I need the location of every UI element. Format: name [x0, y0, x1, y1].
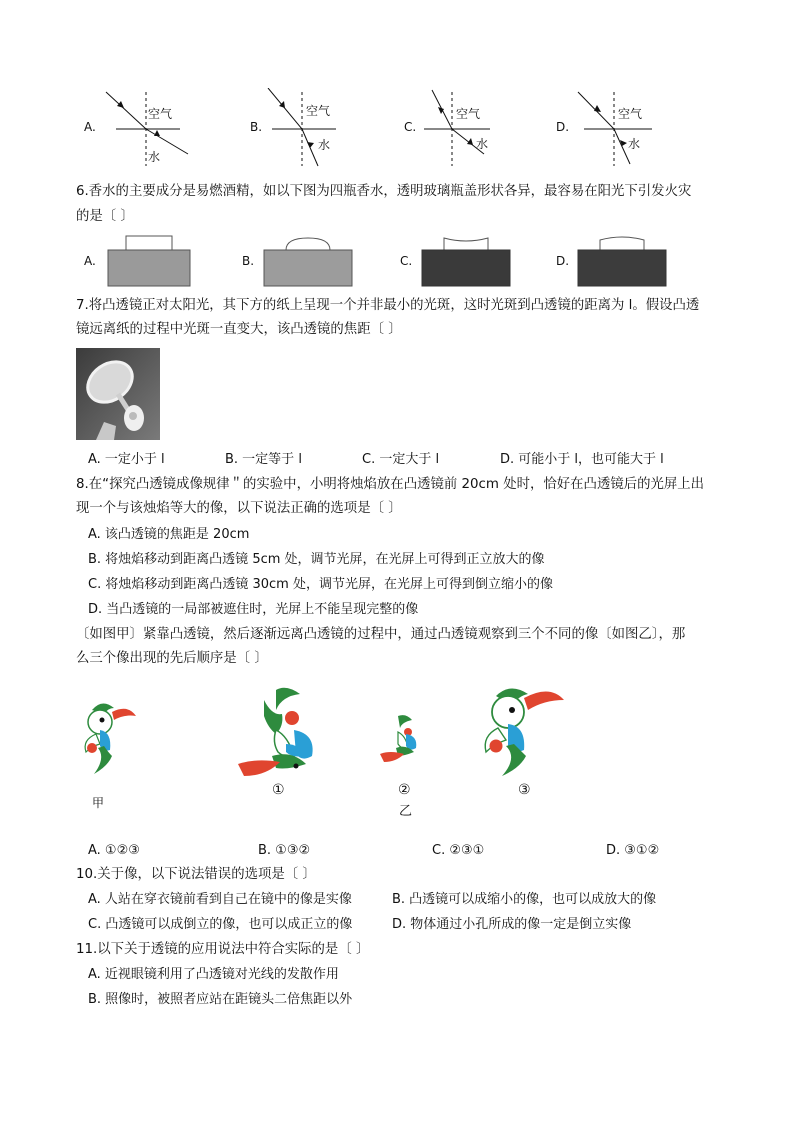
q6-option-label: C. [400, 254, 413, 268]
q9-option-d: D. ③①② [606, 843, 660, 858]
q8-option-b: B. 将烛焰移动到距离凸透镜 5cm 处，调节光屏，在光屏上可得到正立放大的像 [88, 552, 545, 567]
q6-option-label: B. [242, 254, 255, 268]
q6-option-c [400, 232, 530, 288]
q5-option-label: C. [404, 120, 417, 134]
q5-water-label: 水 [148, 150, 161, 164]
q5-option-label: A. [84, 120, 96, 134]
q7-option-b: B. 一定等于 l [225, 452, 302, 467]
q10-stem: 10.关于像，以下说法错误的选项是〔 〕 [76, 867, 316, 882]
q11-option-a: A. 近视眼镜利用了凸透镜对光线的发散作用 [88, 967, 339, 982]
q6-option-label: D. [556, 254, 570, 268]
q9-option-c: C. ②③① [432, 843, 485, 858]
q5-diagram-a [84, 88, 194, 168]
q6-option-d [556, 232, 686, 288]
q8-option-a: A. 该凸透镜的焦距是 20cm [88, 527, 250, 542]
q5-diagram-c [404, 88, 514, 168]
magnifier-sunlight-photo [76, 348, 160, 440]
q9-option-b: B. ①③② [258, 843, 311, 858]
q11-option-b: B. 照像时，被照者应站在距镜头二倍焦距以外 [88, 992, 353, 1007]
bird-image-3 [478, 686, 570, 778]
bird-figure-jia [78, 700, 142, 780]
q6-option-b [242, 232, 372, 288]
q6-option-a [84, 232, 204, 288]
q7-stem-line1: 7.将凸透镜正对太阳光，其下方的纸上呈现一个并非最小的光斑，这时光斑到凸透镜的距离为 l。假设凸透 [76, 298, 700, 313]
q6-stem-line1: 6.香水的主要成分是易燃酒精，如以下图为四瓶香水，透明玻璃瓶盖形状各异，最容易在阳光下引发火灾 [76, 184, 692, 199]
q5-water-label: 水 [318, 138, 331, 152]
q8-stem-line1: 8.在“探究凸透镜成像规律＂的实验中，小明将烛焰放在凸透镜前 20cm 处时，恰好在凸透镜后的光屏上出 [76, 477, 705, 492]
q10-option-a: A. 人站在穿衣镜前看到自己在镜中的像是实像 [88, 892, 352, 907]
q9-option-a: A. ①②③ [88, 843, 140, 858]
q7-option-a: A. 一定小于 l [88, 452, 165, 467]
fig-label-two: ② [398, 782, 411, 798]
q5-water-label: 水 [628, 137, 641, 151]
q10-option-c: C. 凸透镜可以成倒立的像，也可以成正立的像 [88, 917, 353, 932]
q10-option-d: D. 物体通过小孔所成的像一定是倒立实像 [392, 917, 632, 932]
q8-stem-line2: 现一个与该烛焰等大的像，以下说法正确的选项是〔 〕 [76, 501, 402, 516]
perfume-bottle-flat-cap [104, 232, 204, 288]
q8-option-d: D. 当凸透镜的一局部被遮住时，光屏上不能呈现完整的像 [88, 602, 419, 617]
q5-air-label: 空气 [306, 104, 331, 118]
q9-stem-line2: 么三个像出现的先后顺序是〔 〕 [76, 651, 268, 666]
q7-option-c: C. 一定大于 l [362, 452, 440, 467]
q5-water-label: 水 [476, 137, 489, 151]
bird-image-1 [236, 686, 346, 786]
q8-option-c: C. 将烛焰移动到距离凸透镜 30cm 处，调节光屏，在光屏上可得到倒立缩小的像 [88, 577, 553, 592]
q9-stem-line1: 〔如图甲〕紧靠凸透镜，然后逐渐远离凸透镜的过程中，通过凸透镜观察到三个不同的像〔如图乙〕，那 [76, 627, 686, 642]
bird-image-2 [378, 714, 428, 766]
q5-diagram-b [250, 88, 360, 168]
q5-air-label: 空气 [148, 107, 173, 121]
fig-label-one: ① [272, 782, 285, 798]
q6-stem-line2: 的是〔 〕 [76, 209, 134, 224]
fig-label-three: ③ [518, 782, 531, 798]
q10-option-b: B. 凸透镜可以成缩小的像，也可以成放大的像 [392, 892, 657, 907]
q7-stem-line2: 镜远离纸的过程中光斑一直变大，该凸透镜的焦距〔 〕 [76, 322, 402, 337]
q5-option-label: D. [556, 120, 570, 134]
q5-option-label: B. [250, 120, 263, 134]
fig-label-jia: 甲 [92, 796, 105, 810]
q5-air-label: 空气 [456, 107, 481, 121]
perfume-bottle-concave-cap [418, 232, 528, 288]
perfume-bottle-arched-cap [574, 232, 684, 288]
q11-stem: 11.以下关于透镜的应用说法中符合实际的是〔 〕 [76, 942, 370, 957]
perfume-bottle-convex-cap [260, 232, 370, 288]
q7-option-d: D. 可能小于 l，也可能大于 l [500, 452, 664, 467]
q6-option-label: A. [84, 254, 96, 268]
fig-label-yi: 乙 [399, 804, 413, 819]
q5-air-label: 空气 [618, 107, 643, 121]
q5-diagram-d [556, 88, 666, 168]
